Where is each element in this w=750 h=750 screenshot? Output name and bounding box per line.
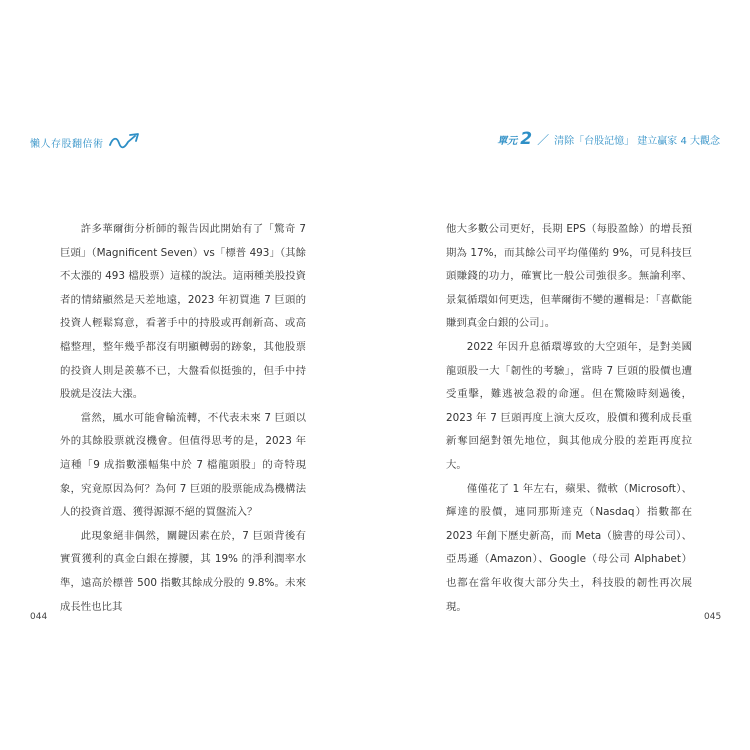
left-page-text	[60, 218, 306, 619]
page-number-left: 044	[30, 612, 48, 622]
unit-number: 2	[520, 129, 533, 149]
book-title: 懶人存股翻倍術	[30, 138, 104, 150]
header-divider: ／	[537, 133, 550, 147]
rising-line-arrow-icon	[108, 133, 146, 151]
paragraph: 他大多數公司更好，長期 EPS（每股盈餘）的增長預期為 17%，而其餘公司平均僅僅約 9%，可見科技巨頭賺錢的功力，確實比一般公司強很多。無論利率、景氣循環如何更迭，但華爾街不變的邏輯是：「喜歡能賺到真金白銀的公司」。	[446, 223, 692, 330]
paragraph: 此現象絕非偶然，關鍵因素在於，7 巨頭背後有實質獲利的真金白銀在撐腰，其 19% 的淨利潤率水準，遠高於標普 500 指數其餘成分股的 9.8%。未來成長性也比其	[60, 529, 306, 613]
paragraph: 僅僅花了 1 年左右，蘋果、微軟（Microsoft）、輝達的股價，連同那斯達克（Nasdaq）指數都在 2023 年創下歷史新高，而 Meta（臉書的母公司）、亞馬遜（Amazon）、Google（母公司 Alphabet）也都在當年收復大部分失土，科技股的韌性再次展現。	[446, 482, 692, 613]
paragraph: 2022 年因升息循環導致的大空頭年，是對美國龍頭股一大「韌性的考驗」，當時 7 巨頭的股價也遭受重擊，難逃被急殺的命運。但在驚險時刻過後，2023 年 7 巨頭再度上演大反攻，股價和獲利成長重新奪回絕對領先地位，與其他成分股的差距再度拉大。	[446, 340, 692, 471]
page-number-right: 045	[704, 612, 722, 622]
unit-label: 單元	[497, 136, 518, 147]
paragraph: 許多華爾街分析師的報告因此開始有了「驚奇 7 巨頭」（Magnificent Seven）vs「標普 493」（其餘不太漲的 493 檔股票）這樣的說法。這兩種美股投資者的情緒顯然是天差地遠，2023 年初買進 7 巨頭的投資人輕鬆寫意，看著手中的持股或再創新高、或高檔整理，整年幾乎都沒有明顯轉弱的跡象，其他股票的投資人則是羨慕不已，大盤看似挺強的，但手中持股就是沒法大漲。	[60, 223, 306, 401]
running-header-left	[30, 133, 146, 151]
running-header-right	[497, 131, 720, 148]
right-page-text	[446, 218, 692, 619]
paragraph: 當然，風水可能會輪流轉，不代表未來 7 巨頭以外的其餘股票就沒機會。但值得思考的是，2023 年這種「9 成指數漲幅集中於 7 檔龍頭股」的奇特現象，究竟原因為何？為何 7 巨頭的股票能成為機構法人的投資首選、獲得源源不絕的買盤流入？	[60, 411, 306, 519]
chapter-title: 清除「台股記憶」 建立贏家 4 大觀念	[554, 136, 720, 147]
